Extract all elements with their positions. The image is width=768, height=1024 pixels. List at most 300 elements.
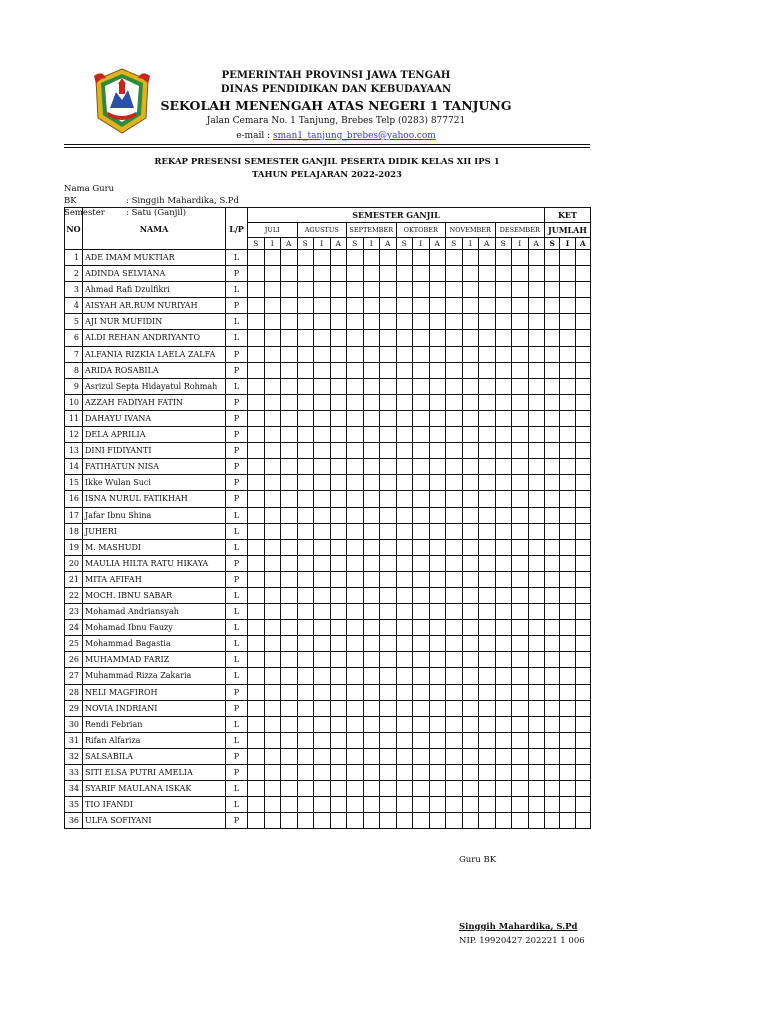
attendance-cell[interactable] [330, 636, 347, 652]
attendance-cell[interactable] [545, 652, 560, 668]
attendance-cell[interactable] [264, 491, 281, 507]
attendance-cell[interactable] [446, 394, 463, 410]
attendance-cell[interactable] [545, 668, 560, 684]
attendance-cell[interactable] [462, 684, 479, 700]
attendance-cell[interactable] [429, 539, 446, 555]
attendance-cell[interactable] [314, 314, 331, 330]
attendance-cell[interactable] [528, 475, 545, 491]
attendance-cell[interactable] [446, 668, 463, 684]
attendance-cell[interactable] [545, 716, 560, 732]
attendance-cell[interactable] [380, 604, 397, 620]
attendance-cell[interactable] [264, 636, 281, 652]
attendance-cell[interactable] [363, 604, 380, 620]
attendance-cell[interactable] [545, 636, 560, 652]
attendance-cell[interactable] [545, 250, 560, 266]
attendance-cell[interactable] [512, 378, 529, 394]
attendance-cell[interactable] [330, 748, 347, 764]
attendance-cell[interactable] [281, 282, 298, 298]
attendance-cell[interactable] [347, 604, 364, 620]
attendance-cell[interactable] [314, 636, 331, 652]
attendance-cell[interactable] [575, 427, 590, 443]
attendance-cell[interactable] [575, 539, 590, 555]
attendance-cell[interactable] [248, 555, 265, 571]
attendance-cell[interactable] [528, 507, 545, 523]
attendance-cell[interactable] [545, 266, 560, 282]
attendance-cell[interactable] [575, 282, 590, 298]
attendance-cell[interactable] [462, 587, 479, 603]
attendance-cell[interactable] [575, 298, 590, 314]
attendance-cell[interactable] [429, 636, 446, 652]
attendance-cell[interactable] [560, 636, 575, 652]
attendance-cell[interactable] [380, 748, 397, 764]
attendance-cell[interactable] [528, 587, 545, 603]
attendance-cell[interactable] [396, 491, 413, 507]
attendance-cell[interactable] [297, 716, 314, 732]
attendance-cell[interactable] [429, 652, 446, 668]
attendance-cell[interactable] [495, 700, 512, 716]
attendance-cell[interactable] [545, 571, 560, 587]
attendance-cell[interactable] [560, 459, 575, 475]
attendance-cell[interactable] [314, 620, 331, 636]
attendance-cell[interactable] [575, 250, 590, 266]
attendance-cell[interactable] [512, 410, 529, 426]
attendance-cell[interactable] [314, 443, 331, 459]
attendance-cell[interactable] [281, 700, 298, 716]
attendance-cell[interactable] [575, 748, 590, 764]
attendance-cell[interactable] [330, 781, 347, 797]
attendance-cell[interactable] [429, 813, 446, 829]
attendance-cell[interactable] [528, 571, 545, 587]
attendance-cell[interactable] [512, 314, 529, 330]
attendance-cell[interactable] [560, 330, 575, 346]
attendance-cell[interactable] [347, 700, 364, 716]
attendance-cell[interactable] [248, 716, 265, 732]
attendance-cell[interactable] [363, 394, 380, 410]
attendance-cell[interactable] [495, 443, 512, 459]
attendance-cell[interactable] [396, 378, 413, 394]
attendance-cell[interactable] [396, 523, 413, 539]
attendance-cell[interactable] [512, 668, 529, 684]
attendance-cell[interactable] [297, 684, 314, 700]
attendance-cell[interactable] [528, 250, 545, 266]
attendance-cell[interactable] [462, 652, 479, 668]
attendance-cell[interactable] [446, 620, 463, 636]
attendance-cell[interactable] [575, 378, 590, 394]
attendance-cell[interactable] [330, 813, 347, 829]
attendance-cell[interactable] [446, 298, 463, 314]
attendance-cell[interactable] [495, 410, 512, 426]
attendance-cell[interactable] [380, 378, 397, 394]
attendance-cell[interactable] [264, 748, 281, 764]
attendance-cell[interactable] [479, 636, 496, 652]
attendance-cell[interactable] [462, 475, 479, 491]
attendance-cell[interactable] [479, 298, 496, 314]
attendance-cell[interactable] [528, 266, 545, 282]
attendance-cell[interactable] [248, 700, 265, 716]
attendance-cell[interactable] [545, 314, 560, 330]
attendance-cell[interactable] [264, 250, 281, 266]
attendance-cell[interactable] [560, 362, 575, 378]
attendance-cell[interactable] [545, 555, 560, 571]
attendance-cell[interactable] [413, 443, 430, 459]
attendance-cell[interactable] [429, 765, 446, 781]
attendance-cell[interactable] [413, 571, 430, 587]
attendance-cell[interactable] [396, 716, 413, 732]
attendance-cell[interactable] [560, 507, 575, 523]
attendance-cell[interactable] [446, 443, 463, 459]
attendance-cell[interactable] [462, 282, 479, 298]
attendance-cell[interactable] [528, 748, 545, 764]
attendance-cell[interactable] [248, 394, 265, 410]
attendance-cell[interactable] [380, 491, 397, 507]
attendance-cell[interactable] [429, 459, 446, 475]
attendance-cell[interactable] [446, 362, 463, 378]
attendance-cell[interactable] [363, 314, 380, 330]
attendance-cell[interactable] [446, 765, 463, 781]
attendance-cell[interactable] [462, 732, 479, 748]
attendance-cell[interactable] [363, 346, 380, 362]
attendance-cell[interactable] [446, 314, 463, 330]
attendance-cell[interactable] [363, 362, 380, 378]
attendance-cell[interactable] [264, 410, 281, 426]
attendance-cell[interactable] [545, 604, 560, 620]
attendance-cell[interactable] [545, 781, 560, 797]
attendance-cell[interactable] [462, 523, 479, 539]
attendance-cell[interactable] [347, 797, 364, 813]
attendance-cell[interactable] [330, 732, 347, 748]
attendance-cell[interactable] [347, 748, 364, 764]
attendance-cell[interactable] [512, 443, 529, 459]
attendance-cell[interactable] [462, 459, 479, 475]
attendance-cell[interactable] [446, 250, 463, 266]
attendance-cell[interactable] [528, 781, 545, 797]
attendance-cell[interactable] [512, 491, 529, 507]
attendance-cell[interactable] [380, 587, 397, 603]
attendance-cell[interactable] [396, 748, 413, 764]
attendance-cell[interactable] [479, 523, 496, 539]
attendance-cell[interactable] [314, 652, 331, 668]
attendance-cell[interactable] [495, 716, 512, 732]
attendance-cell[interactable] [462, 604, 479, 620]
attendance-cell[interactable] [396, 604, 413, 620]
attendance-cell[interactable] [330, 587, 347, 603]
attendance-cell[interactable] [297, 636, 314, 652]
attendance-cell[interactable] [479, 813, 496, 829]
attendance-cell[interactable] [264, 604, 281, 620]
attendance-cell[interactable] [264, 555, 281, 571]
attendance-cell[interactable] [314, 781, 331, 797]
attendance-cell[interactable] [413, 555, 430, 571]
attendance-cell[interactable] [297, 539, 314, 555]
attendance-cell[interactable] [396, 443, 413, 459]
attendance-cell[interactable] [512, 781, 529, 797]
attendance-cell[interactable] [512, 604, 529, 620]
attendance-cell[interactable] [314, 507, 331, 523]
attendance-cell[interactable] [575, 555, 590, 571]
attendance-cell[interactable] [560, 282, 575, 298]
attendance-cell[interactable] [380, 700, 397, 716]
attendance-cell[interactable] [380, 523, 397, 539]
attendance-cell[interactable] [446, 716, 463, 732]
attendance-cell[interactable] [281, 781, 298, 797]
attendance-cell[interactable] [545, 298, 560, 314]
attendance-cell[interactable] [479, 266, 496, 282]
attendance-cell[interactable] [413, 523, 430, 539]
attendance-cell[interactable] [462, 716, 479, 732]
attendance-cell[interactable] [560, 539, 575, 555]
attendance-cell[interactable] [413, 459, 430, 475]
attendance-cell[interactable] [363, 797, 380, 813]
attendance-cell[interactable] [462, 346, 479, 362]
attendance-cell[interactable] [347, 378, 364, 394]
attendance-cell[interactable] [314, 410, 331, 426]
attendance-cell[interactable] [363, 539, 380, 555]
attendance-cell[interactable] [347, 250, 364, 266]
attendance-cell[interactable] [446, 378, 463, 394]
attendance-cell[interactable] [330, 523, 347, 539]
attendance-cell[interactable] [512, 700, 529, 716]
attendance-cell[interactable] [281, 716, 298, 732]
attendance-cell[interactable] [396, 330, 413, 346]
attendance-cell[interactable] [575, 330, 590, 346]
attendance-cell[interactable] [512, 587, 529, 603]
attendance-cell[interactable] [281, 620, 298, 636]
attendance-cell[interactable] [528, 378, 545, 394]
attendance-cell[interactable] [560, 684, 575, 700]
attendance-cell[interactable] [330, 716, 347, 732]
attendance-cell[interactable] [363, 555, 380, 571]
attendance-cell[interactable] [330, 266, 347, 282]
attendance-cell[interactable] [446, 587, 463, 603]
attendance-cell[interactable] [396, 781, 413, 797]
attendance-cell[interactable] [545, 459, 560, 475]
attendance-cell[interactable] [429, 684, 446, 700]
attendance-cell[interactable] [330, 330, 347, 346]
attendance-cell[interactable] [248, 604, 265, 620]
attendance-cell[interactable] [380, 298, 397, 314]
attendance-cell[interactable] [363, 443, 380, 459]
attendance-cell[interactable] [462, 555, 479, 571]
attendance-cell[interactable] [248, 330, 265, 346]
attendance-cell[interactable] [297, 298, 314, 314]
attendance-cell[interactable] [363, 298, 380, 314]
attendance-cell[interactable] [413, 587, 430, 603]
attendance-cell[interactable] [330, 394, 347, 410]
attendance-cell[interactable] [248, 346, 265, 362]
attendance-cell[interactable] [347, 684, 364, 700]
attendance-cell[interactable] [495, 362, 512, 378]
attendance-cell[interactable] [380, 475, 397, 491]
attendance-cell[interactable] [575, 571, 590, 587]
attendance-cell[interactable] [314, 797, 331, 813]
attendance-cell[interactable] [363, 620, 380, 636]
attendance-cell[interactable] [479, 668, 496, 684]
attendance-cell[interactable] [281, 555, 298, 571]
attendance-cell[interactable] [545, 587, 560, 603]
attendance-cell[interactable] [462, 813, 479, 829]
attendance-cell[interactable] [479, 330, 496, 346]
attendance-cell[interactable] [396, 410, 413, 426]
attendance-cell[interactable] [545, 475, 560, 491]
attendance-cell[interactable] [264, 314, 281, 330]
attendance-cell[interactable] [396, 732, 413, 748]
attendance-cell[interactable] [396, 652, 413, 668]
attendance-cell[interactable] [264, 813, 281, 829]
attendance-cell[interactable] [446, 571, 463, 587]
attendance-cell[interactable] [330, 459, 347, 475]
attendance-cell[interactable] [330, 539, 347, 555]
attendance-cell[interactable] [297, 443, 314, 459]
attendance-cell[interactable] [281, 587, 298, 603]
attendance-cell[interactable] [380, 539, 397, 555]
attendance-cell[interactable] [314, 394, 331, 410]
attendance-cell[interactable] [462, 330, 479, 346]
attendance-cell[interactable] [446, 555, 463, 571]
attendance-cell[interactable] [248, 748, 265, 764]
attendance-cell[interactable] [281, 378, 298, 394]
attendance-cell[interactable] [363, 491, 380, 507]
attendance-cell[interactable] [575, 475, 590, 491]
attendance-cell[interactable] [446, 797, 463, 813]
attendance-cell[interactable] [347, 507, 364, 523]
attendance-cell[interactable] [575, 700, 590, 716]
attendance-cell[interactable] [462, 266, 479, 282]
attendance-cell[interactable] [380, 459, 397, 475]
attendance-cell[interactable] [314, 716, 331, 732]
attendance-cell[interactable] [363, 410, 380, 426]
attendance-cell[interactable] [575, 507, 590, 523]
attendance-cell[interactable] [479, 539, 496, 555]
attendance-cell[interactable] [512, 459, 529, 475]
attendance-cell[interactable] [297, 620, 314, 636]
attendance-cell[interactable] [495, 555, 512, 571]
attendance-cell[interactable] [281, 250, 298, 266]
attendance-cell[interactable] [248, 636, 265, 652]
attendance-cell[interactable] [446, 330, 463, 346]
attendance-cell[interactable] [281, 765, 298, 781]
attendance-cell[interactable] [429, 748, 446, 764]
attendance-cell[interactable] [495, 604, 512, 620]
attendance-cell[interactable] [363, 427, 380, 443]
attendance-cell[interactable] [380, 813, 397, 829]
attendance-cell[interactable] [560, 781, 575, 797]
attendance-cell[interactable] [314, 668, 331, 684]
attendance-cell[interactable] [429, 491, 446, 507]
attendance-cell[interactable] [264, 459, 281, 475]
attendance-cell[interactable] [314, 748, 331, 764]
attendance-cell[interactable] [347, 571, 364, 587]
attendance-cell[interactable] [446, 604, 463, 620]
attendance-cell[interactable] [512, 330, 529, 346]
attendance-cell[interactable] [560, 314, 575, 330]
attendance-cell[interactable] [545, 797, 560, 813]
attendance-cell[interactable] [495, 781, 512, 797]
attendance-cell[interactable] [528, 555, 545, 571]
attendance-cell[interactable] [314, 587, 331, 603]
attendance-cell[interactable] [330, 475, 347, 491]
attendance-cell[interactable] [380, 797, 397, 813]
attendance-cell[interactable] [545, 507, 560, 523]
attendance-cell[interactable] [446, 732, 463, 748]
attendance-cell[interactable] [575, 491, 590, 507]
attendance-cell[interactable] [512, 732, 529, 748]
attendance-cell[interactable] [396, 346, 413, 362]
attendance-cell[interactable] [462, 443, 479, 459]
attendance-cell[interactable] [297, 781, 314, 797]
attendance-cell[interactable] [264, 587, 281, 603]
attendance-cell[interactable] [330, 700, 347, 716]
attendance-cell[interactable] [560, 668, 575, 684]
attendance-cell[interactable] [495, 507, 512, 523]
attendance-cell[interactable] [462, 571, 479, 587]
attendance-cell[interactable] [314, 362, 331, 378]
attendance-cell[interactable] [330, 491, 347, 507]
attendance-cell[interactable] [560, 813, 575, 829]
attendance-cell[interactable] [560, 266, 575, 282]
attendance-cell[interactable] [575, 459, 590, 475]
attendance-cell[interactable] [495, 250, 512, 266]
attendance-cell[interactable] [479, 250, 496, 266]
attendance-cell[interactable] [446, 781, 463, 797]
attendance-cell[interactable] [363, 684, 380, 700]
attendance-cell[interactable] [446, 475, 463, 491]
attendance-cell[interactable] [330, 427, 347, 443]
attendance-cell[interactable] [396, 700, 413, 716]
attendance-cell[interactable] [281, 443, 298, 459]
attendance-cell[interactable] [330, 410, 347, 426]
attendance-cell[interactable] [495, 491, 512, 507]
attendance-cell[interactable] [297, 314, 314, 330]
attendance-cell[interactable] [512, 250, 529, 266]
attendance-cell[interactable] [479, 797, 496, 813]
attendance-cell[interactable] [512, 266, 529, 282]
attendance-cell[interactable] [248, 797, 265, 813]
attendance-cell[interactable] [575, 636, 590, 652]
attendance-cell[interactable] [297, 330, 314, 346]
attendance-cell[interactable] [495, 378, 512, 394]
attendance-cell[interactable] [297, 250, 314, 266]
attendance-cell[interactable] [413, 250, 430, 266]
attendance-cell[interactable] [462, 765, 479, 781]
attendance-cell[interactable] [512, 620, 529, 636]
attendance-cell[interactable] [495, 797, 512, 813]
attendance-cell[interactable] [446, 636, 463, 652]
attendance-cell[interactable] [512, 652, 529, 668]
attendance-cell[interactable] [248, 491, 265, 507]
attendance-cell[interactable] [380, 250, 397, 266]
attendance-cell[interactable] [297, 346, 314, 362]
attendance-cell[interactable] [575, 813, 590, 829]
attendance-cell[interactable] [429, 443, 446, 459]
attendance-cell[interactable] [528, 732, 545, 748]
attendance-cell[interactable] [281, 266, 298, 282]
attendance-cell[interactable] [248, 427, 265, 443]
attendance-cell[interactable] [528, 797, 545, 813]
attendance-cell[interactable] [281, 668, 298, 684]
attendance-cell[interactable] [380, 314, 397, 330]
attendance-cell[interactable] [380, 684, 397, 700]
attendance-cell[interactable] [545, 362, 560, 378]
attendance-cell[interactable] [528, 362, 545, 378]
attendance-cell[interactable] [297, 282, 314, 298]
attendance-cell[interactable] [446, 539, 463, 555]
attendance-cell[interactable] [512, 748, 529, 764]
attendance-cell[interactable] [314, 684, 331, 700]
attendance-cell[interactable] [264, 378, 281, 394]
attendance-cell[interactable] [297, 700, 314, 716]
attendance-cell[interactable] [248, 620, 265, 636]
attendance-cell[interactable] [363, 507, 380, 523]
